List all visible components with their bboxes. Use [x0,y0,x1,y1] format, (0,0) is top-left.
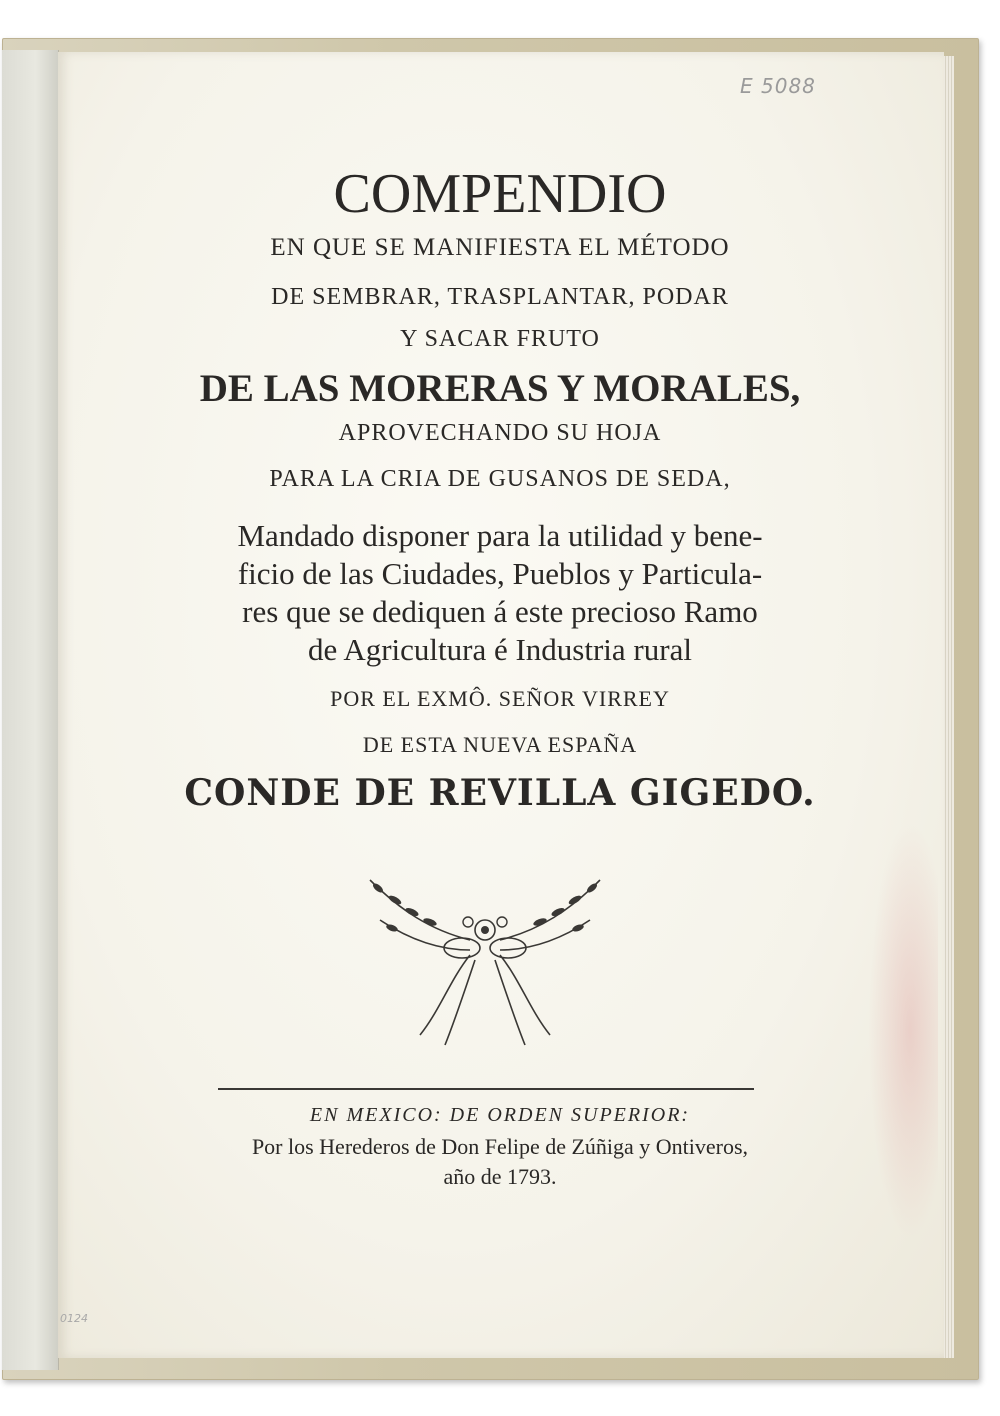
divider-rule [218,1088,754,1090]
imprint-line-3: año de 1793. [443,1164,557,1189]
catalog-mark: E 5088 [740,74,816,98]
subtitle-line-1: EN QUE SE MANIFIESTA EL MÉTODO [270,234,730,261]
imprint-line-2: Por los Herederos de Don Felipe de Zúñiga y Ontiveros, [251,1134,749,1159]
subtitle-line-5: PARA LA CRIA DE GUSANOS DE SEDA, [269,466,731,492]
author-name: CONDE DE REVILLA GIGEDO. [184,772,816,814]
authority-line-1: POR EL EXMÔ. SEÑOR VIRREY [330,686,670,711]
book-title: COMPENDIO [333,163,667,225]
authority-line-2: DE ESTA NUEVA ESPAÑA [362,732,638,757]
corner-pencil-note: 0124 [60,1312,88,1325]
subject-heading: DE LAS MORERAS Y MORALES, [199,367,801,410]
body-line-3: res que se dediquen á este precioso Ramo [242,594,758,629]
floral-ornament-icon [350,860,620,1060]
imprint-line-1: EN MEXICO: DE ORDEN SUPERIOR: [309,1104,691,1126]
subtitle-line-3: Y SACAR FRUTO [400,326,600,352]
subtitle-line-2: DE SEMBRAR, TRASPLANTAR, PODAR [271,284,729,310]
body-line-1: Mandado disponer para la utilidad y bene- [237,518,763,553]
body-line-4: de Agricultura é Industria rural [308,632,692,667]
body-line-2: ficio de las Ciudades, Pueblos y Particula- [237,556,763,591]
subtitle-line-4: APROVECHANDO SU HOJA [338,420,662,446]
